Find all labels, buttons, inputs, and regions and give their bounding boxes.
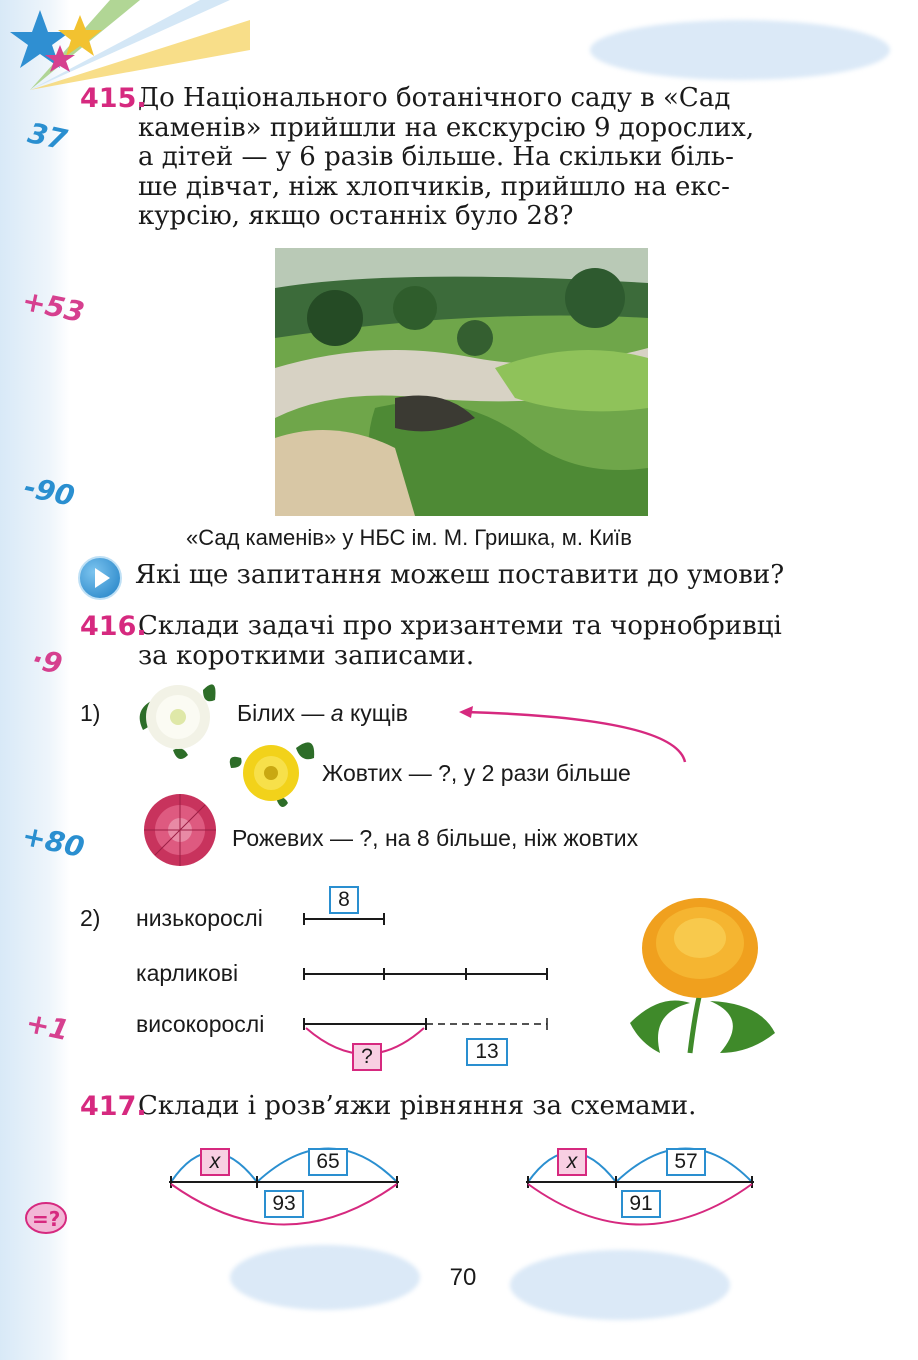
task-number: 417. <box>80 1091 147 1122</box>
tall-label: високорослі <box>136 1011 265 1037</box>
variable-a: а <box>330 700 344 726</box>
task-text-line: за короткими записами. <box>138 640 475 671</box>
variable-x-box: x <box>557 1148 587 1176</box>
margin-number: 37 <box>24 116 70 157</box>
task-text-line: Склади задачі про хризантеми та чорнобривці <box>138 611 782 641</box>
unknown-box: ? <box>352 1043 382 1071</box>
sidebar-decoration <box>0 0 70 1360</box>
marigold-icon <box>620 893 780 1058</box>
segment-diagram <box>296 905 556 1065</box>
part-marker: 1) <box>80 700 101 726</box>
part-marker: 2) <box>80 905 101 931</box>
extra-value-box: 13 <box>466 1038 508 1066</box>
margin-number: +1 <box>23 1005 72 1048</box>
white-flowers-label <box>237 700 408 727</box>
play-icon <box>78 556 122 600</box>
task-text-line: Склади і розв’яжи рівняння за схемами. <box>138 1091 697 1121</box>
white-chrysanthemum-icon <box>133 670 218 765</box>
low-growing-label: низькорослі <box>136 905 263 931</box>
margin-number: ·9 <box>28 642 66 681</box>
total-box: 91 <box>621 1190 661 1218</box>
cloud-decoration <box>510 1250 730 1320</box>
known-part-box: 57 <box>666 1148 706 1176</box>
yellow-chrysanthemum-icon <box>226 733 321 813</box>
task-text-line: До Національного ботанічного саду в «Сад <box>138 83 731 113</box>
white-suffix: кущів <box>349 700 409 726</box>
task-text-line: каменів» прийшли на екскурсію 9 дорослих, <box>138 112 755 143</box>
photo-caption: «Сад каменів» у НБС ім. М. Гришка, м. Київ <box>186 525 632 550</box>
margin-number: +80 <box>19 818 88 865</box>
equation-icon <box>24 1200 68 1236</box>
yellow-flowers-label: Жовтих — ?, у 2 рази більше <box>322 760 631 786</box>
pink-chrysanthemum-icon <box>135 788 225 870</box>
rock-garden-photo <box>275 248 648 516</box>
task-number: 415. <box>80 83 147 114</box>
svg-text:=?: =? <box>32 1207 61 1231</box>
variable-x-box: x <box>200 1148 230 1176</box>
task-415 <box>80 84 845 232</box>
task-417 <box>80 1092 845 1122</box>
question-text: Які ще запитання можеш поставити до умови? <box>135 560 785 590</box>
task-416 <box>80 612 845 671</box>
known-part-box: 65 <box>308 1148 348 1176</box>
margin-number: -90 <box>21 470 78 513</box>
task-number: 416. <box>80 611 147 642</box>
margin-number: +53 <box>19 283 88 330</box>
page-number: 70 <box>449 1264 477 1291</box>
task-text-line: ше дівчат, ніж хлопчиків, прийшло на екс- <box>138 171 730 202</box>
task-text-line: а дітей — у 6 разів більше. На скільки біль- <box>138 142 734 172</box>
dwarf-label: карликові <box>136 960 239 986</box>
total-box: 93 <box>264 1190 304 1218</box>
cloud-decoration <box>230 1245 420 1310</box>
pink-flowers-label: Рожевих — ?, на 8 більше, ніж жовтих <box>232 825 639 851</box>
segment-value-box: 8 <box>329 886 359 914</box>
cloud-decoration <box>590 20 890 80</box>
white-prefix: Білих — <box>237 700 325 726</box>
task-text-line: курсію, якщо останніх було 28? <box>138 201 574 231</box>
